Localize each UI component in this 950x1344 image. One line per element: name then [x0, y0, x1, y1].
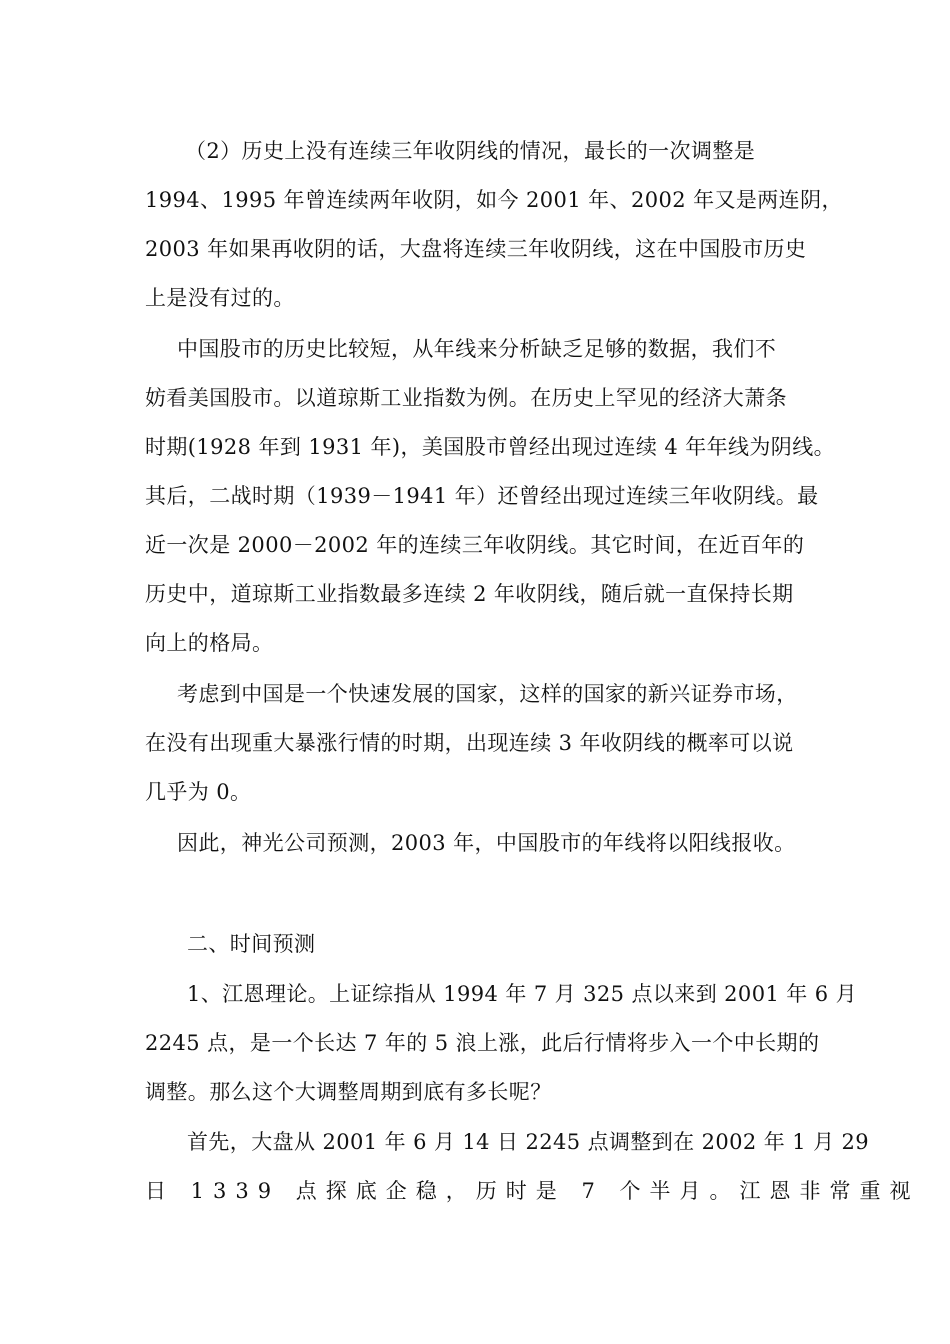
paragraph-line: 考虑到中国是一个快速发展的国家，这样的国家的新兴证券市场， [177, 682, 798, 706]
paragraph-line: 2003 年如果再收阴的话，大盘将连续三年收阴线，这在中国股市历史 [145, 237, 807, 261]
paragraph-line: 日 1339 点探底企稳，历时是 7 个半月。江恩非常重视 [145, 1179, 920, 1203]
paragraph-line: 1994、1995 年曾连续两年收阴，如今 2001 年、2002 年又是两连阴， [145, 188, 843, 212]
paragraph-line: 中国股市的历史比较短，从年线来分析缺乏足够的数据，我们不 [177, 337, 777, 361]
paragraph-6 [145, 1118, 920, 1216]
paragraph-line: 因此，神光公司预测，2003 年，中国股市的年线将以阳线报收。 [177, 831, 796, 855]
paragraph-1 [145, 127, 843, 323]
paragraph-line: 首先，大盘从 2001 年 6 月 14 日 2245 点调整到在 2002 年 1 月 29 [187, 1130, 870, 1154]
section-heading-text: 二、时间预测 [187, 932, 316, 956]
paragraph-line: 1、江恩理论。上证综指从 1994 年 7 月 325 点以来到 2001 年 6 月 [187, 982, 858, 1006]
paragraph-line: 近一次是 2000－2002 年的连续三年收阴线。其它时间，在近百年的 [145, 533, 805, 557]
paragraph-2 [145, 325, 836, 668]
paragraph-3 [145, 670, 830, 817]
paragraph-line: 几乎为 0。 [145, 780, 252, 804]
paragraph-line: 2245 点，是一个长达 7 年的 5 浪上涨，此后行情将步入一个中长期的 [145, 1031, 820, 1055]
paragraph-4 [145, 819, 830, 868]
section-heading [145, 920, 830, 969]
paragraph-line: 时期(1928 年到 1931 年)，美国股市曾经出现过连续 4 年年线为阴线。 [145, 435, 836, 459]
paragraph-line: 上是没有过的。 [145, 286, 295, 310]
paragraph-line: （2）历史上没有连续三年收阴线的情况，最长的一次调整是 [185, 139, 756, 163]
paragraph-line: 向上的格局。 [145, 631, 274, 655]
paragraph-line: 妨看美国股市。以道琼斯工业指数为例。在历史上罕见的经济大萧条 [145, 386, 787, 410]
paragraph-line: 在没有出现重大暴涨行情的时期，出现连续 3 年收阴线的概率可以说 [145, 731, 794, 755]
paragraph-line: 调整。那么这个大调整周期到底有多长呢？ [145, 1080, 552, 1104]
paragraph-line: 历史中，道琼斯工业指数最多连续 2 年收阴线，随后就一直保持长期 [145, 582, 794, 606]
paragraph-5 [145, 970, 858, 1117]
paragraph-line: 其后，二战时期（1939－1941 年）还曾经出现过连续三年收阴线。最 [145, 484, 819, 508]
